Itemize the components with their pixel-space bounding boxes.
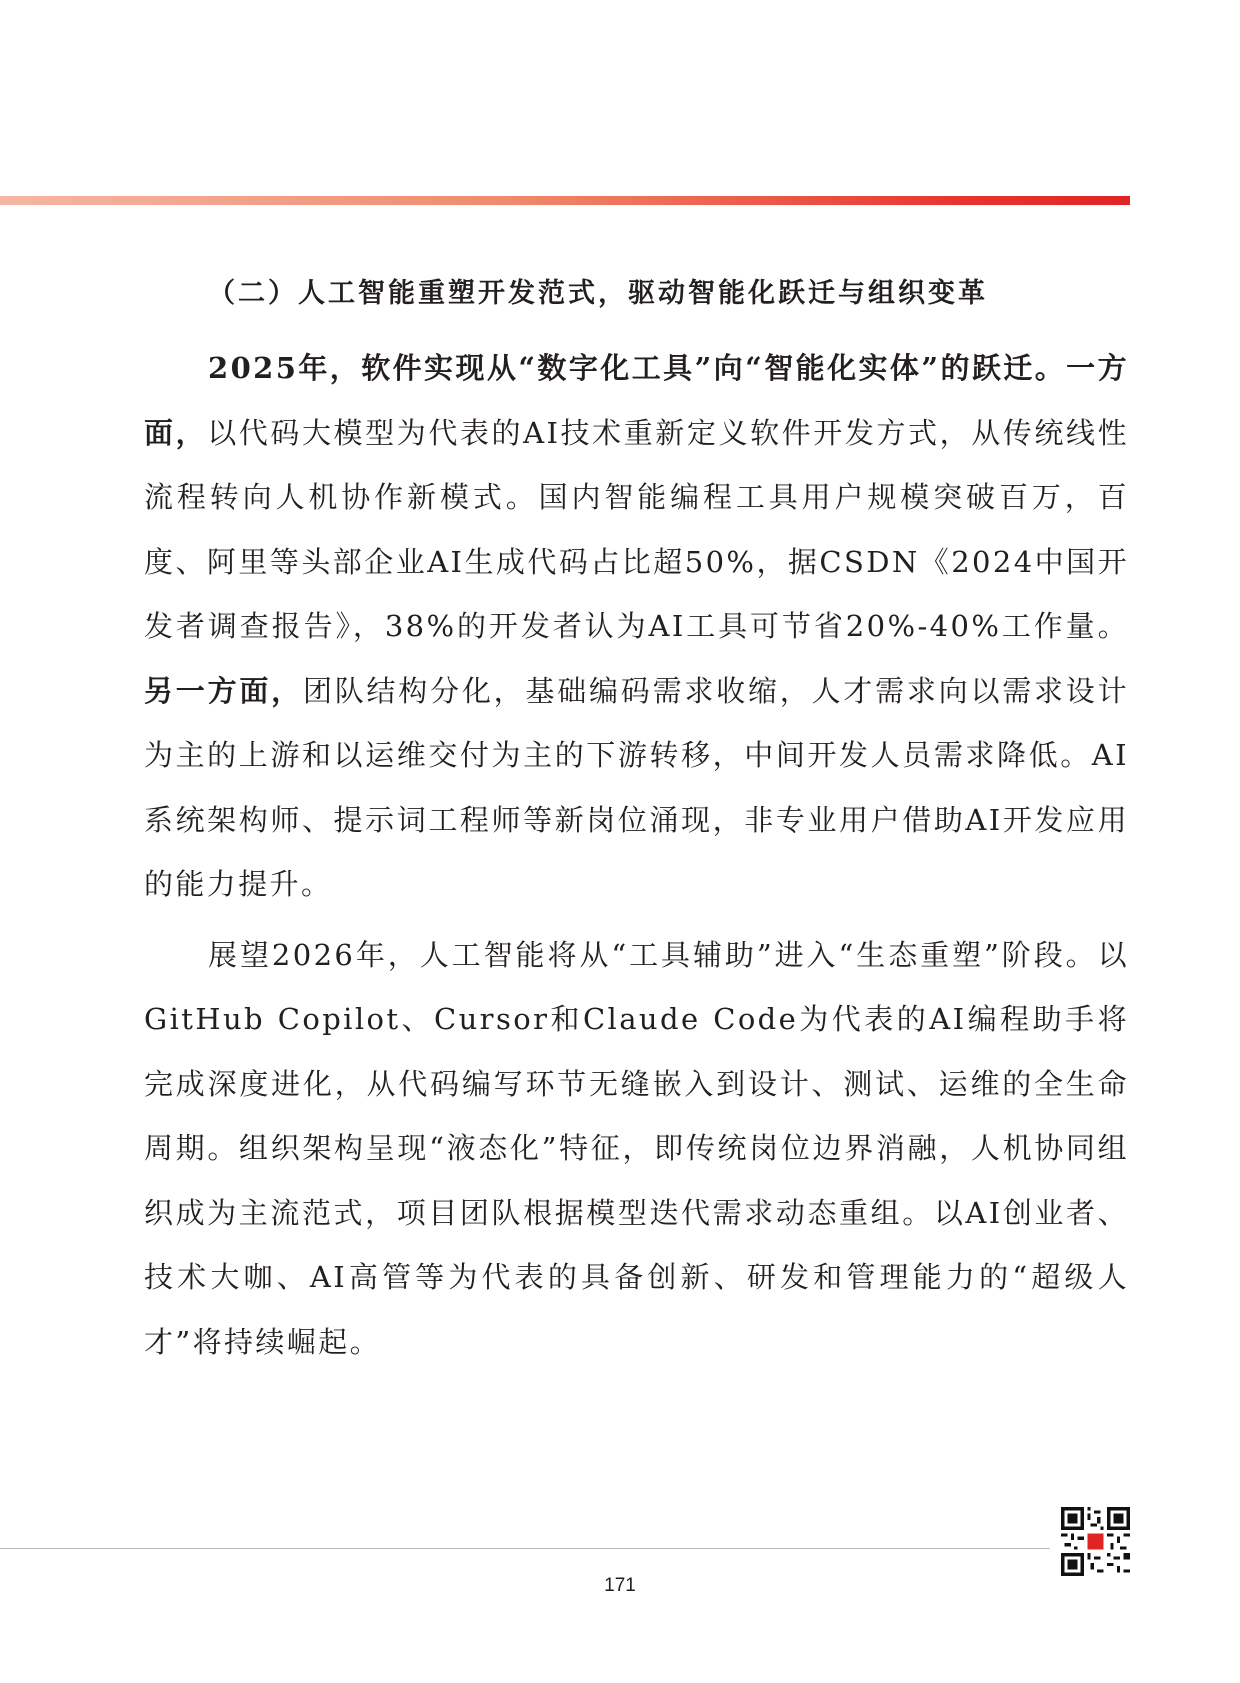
section-heading: （二）人工智能重塑开发范式，驱动智能化跃迁与组织变革 xyxy=(208,278,988,309)
page-content xyxy=(144,262,1129,1374)
header-accent-bar xyxy=(0,196,1130,205)
paragraph-1-text-b: 团队结构分化，基础编码需求收缩，人才需求向以需求设计为主的上游和以运维交付为主的下游转移，中间开发人员需求降低。AI系统架构师、提示词工程师等新岗位涌现，非专业用户借助AI开发应用的能力提升。 xyxy=(144,673,1129,901)
paragraph-1-bold-b: 另一方面， xyxy=(144,673,303,708)
paragraph-1 xyxy=(144,336,1129,917)
qr-code-icon xyxy=(1061,1507,1130,1576)
footer-divider xyxy=(0,1548,1050,1549)
paragraph-1-text-a: 以代码大模型为代表的AI技术重新定义软件开发方式，从传统线性流程转向人机协作新模式。国内智能编程工具用户规模突破百万，百度、阿里等头部企业AI生成代码占比超50%，据CSDN《2024中国开发者调查报告》，38%的开发者认为AI工具可节省20%-40%工作量。 xyxy=(144,415,1129,643)
paragraph-2: 展望2026年，人工智能将从“工具辅助”进入“生态重塑”阶段。以GitHub Copilot、Cursor和Claude Code为代表的AI编程助手将完成深度进化，从代码编写环节无缝嵌入到设计、测试、运维的全生命周期。组织架构呈现“液态化”特征，即传统岗位边界消融，人机协同组织成为主流范式，项目团队根据模型迭代需求动态重组。以AI创业者、技术大咖、AI高管等为代表的具备创新、研发和管理能力的“超级人才”将持续崛起。 xyxy=(144,937,1129,1359)
page-number: 171 xyxy=(604,1575,636,1596)
paragraph-1-lead: 2025年，软件实现从“数字化工具”向“智能化实体”的跃迁。一方面， xyxy=(144,351,1129,450)
